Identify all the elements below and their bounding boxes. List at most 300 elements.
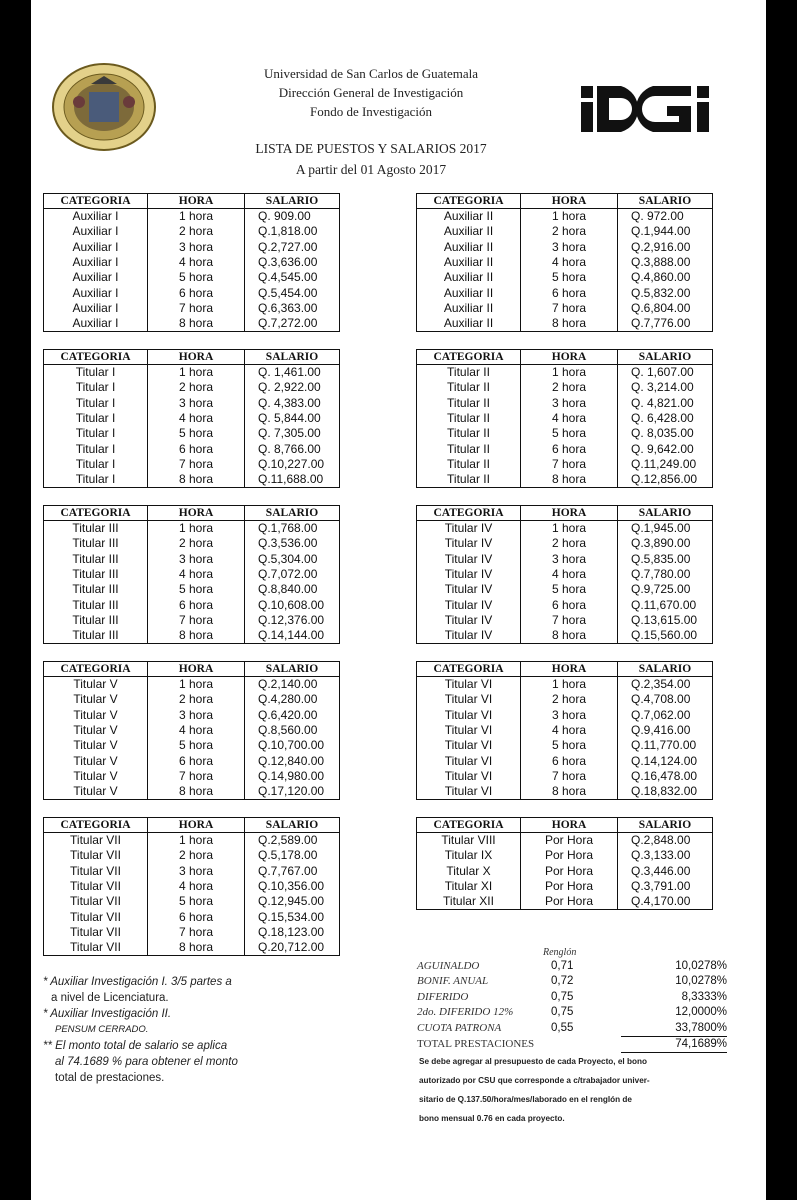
cell-categoria: Titular I [44,396,148,411]
cell-salario: Q.7,072.00 [245,567,340,582]
cell-hora: 3 hora [148,552,245,567]
prest-percent: 10,0278% [675,975,727,988]
cell-categoria: Titular IV [417,597,521,612]
col-header-categoria: CATEGORIA [417,506,521,521]
table-row [417,582,713,597]
cell-salario: Q.2,848.00 [618,833,713,849]
subtitle-line: A partir del 01 Agosto 2017 [295,162,447,177]
cell-salario: Q.11,770.00 [618,738,713,753]
cell-hora: 6 hora [521,753,618,768]
note-monto-2: al 74.1689 % para obtener el monto [55,1056,238,1068]
cell-categoria: Titular I [44,380,148,395]
cell-categoria: Titular V [44,692,148,707]
col-header-hora: HORA [521,506,618,521]
table-row [44,567,340,582]
cell-categoria: Titular VI [417,692,521,707]
cell-salario: Q. 6,428.00 [618,411,713,426]
note-auxiliar-1: * Auxiliar Investigación I. 3/5 partes a [43,976,232,988]
prest-percent: 8,3333% [681,990,727,1003]
cell-salario: Q.14,124.00 [618,753,713,768]
table-row [417,472,713,488]
note-pensum: PENSUM CERRADO. [55,1024,149,1035]
cell-salario: Q.1,945.00 [618,521,713,537]
cell-hora: 7 hora [521,457,618,472]
cell-hora: 3 hora [148,240,245,255]
cell-hora: 6 hora [521,441,618,456]
cell-salario: Q.7,776.00 [618,316,713,332]
cell-salario: Q.2,916.00 [618,240,713,255]
table-row [44,738,340,753]
table-row [417,270,713,285]
table-row [44,411,340,426]
prest-renglon: 0,75 [551,990,574,1003]
cell-salario: Q.7,767.00 [245,864,340,879]
cell-salario: Q.10,700.00 [245,738,340,753]
table-row [44,784,340,800]
cell-salario: Q.11,670.00 [618,597,713,612]
table-row [44,552,340,567]
prest-percent: 33,7800% [675,1021,727,1034]
cell-hora: 6 hora [521,285,618,300]
cell-hora: 5 hora [521,738,618,753]
cell-categoria: Titular I [44,365,148,381]
header-line-1: Universidad de San Carlos de Guatemala [263,66,479,81]
table-row [417,224,713,239]
table-row [44,708,340,723]
cell-salario: Q.4,860.00 [618,270,713,285]
salary-table [43,193,340,332]
table-row [44,864,340,879]
cell-categoria: Titular II [417,426,521,441]
cell-categoria: Titular II [417,380,521,395]
cell-salario: Q.11,249.00 [618,457,713,472]
col-header-salario: SALARIO [245,662,340,677]
cell-categoria: Titular V [44,753,148,768]
bono-line-2: autorizado por CSU que corresponde a c/trabajador univer- [419,1076,650,1085]
cell-salario: Q.3,536.00 [245,536,340,551]
salary-table [43,505,340,644]
cell-salario: Q.1,944.00 [618,224,713,239]
table-row [417,380,713,395]
bono-note [419,1052,669,1128]
col-header-categoria: CATEGORIA [417,350,521,365]
cell-hora: 5 hora [148,426,245,441]
table-row [417,677,713,693]
cell-categoria: Titular IV [417,582,521,597]
col-header-hora: HORA [148,506,245,521]
bono-line-3: sitario de Q.137.50/hora/mes/laborado en el renglón de [419,1095,632,1104]
cell-salario: Q.4,545.00 [245,270,340,285]
salary-table [43,817,340,956]
cell-salario: Q.20,712.00 [245,940,340,956]
table-row [417,396,713,411]
cell-hora: Por Hora [521,848,618,863]
cell-categoria: Auxiliar I [44,301,148,316]
cell-salario: Q. 8,766.00 [245,441,340,456]
cell-hora: Por Hora [521,864,618,879]
table-row [417,597,713,612]
table-row [44,879,340,894]
cell-categoria: Auxiliar II [417,209,521,225]
cell-salario: Q.7,272.00 [245,316,340,332]
table-row [417,1020,727,1036]
header-line-2: Dirección General de Investigación [278,85,464,100]
cell-hora: 5 hora [148,894,245,909]
cell-salario: Q. 1,607.00 [618,365,713,381]
cell-categoria: Titular VI [417,708,521,723]
col-header-salario: SALARIO [618,350,713,365]
cell-hora: 7 hora [148,613,245,628]
cell-categoria: Auxiliar II [417,240,521,255]
cell-hora: 8 hora [521,784,618,800]
col-header-hora: HORA [521,194,618,209]
cell-categoria: Titular IV [417,567,521,582]
col-header-categoria: CATEGORIA [44,506,148,521]
col-header-categoria: CATEGORIA [44,662,148,677]
cell-categoria: Titular III [44,613,148,628]
cell-salario: Q. 972.00 [618,209,713,225]
usac-seal-icon [51,62,157,152]
prest-label: AGUINALDO [417,959,480,972]
cell-hora: 5 hora [521,582,618,597]
prest-label: 2do. DIFERIDO 12% [417,1006,514,1019]
salary-table [416,817,713,910]
cell-salario: Q.10,356.00 [245,879,340,894]
cell-categoria: Titular III [44,536,148,551]
cell-hora: 3 hora [148,708,245,723]
note-monto-1: ** El monto total de salario se aplica [43,1040,228,1052]
col-header-hora: HORA [148,194,245,209]
table-row [44,380,340,395]
cell-hora: 8 hora [148,628,245,644]
cell-salario: Q. 5,844.00 [245,411,340,426]
cell-salario: Q.13,615.00 [618,613,713,628]
table-row [417,567,713,582]
cell-categoria: Auxiliar I [44,316,148,332]
cell-categoria: Titular VII [44,848,148,863]
cell-salario: Q.6,420.00 [245,708,340,723]
prest-label: BONIF. ANUAL [417,975,489,988]
total-value: 74,1689% [621,1036,727,1053]
table-row [417,255,713,270]
cell-categoria: Titular III [44,628,148,644]
cell-categoria: Auxiliar I [44,285,148,300]
table-row [44,426,340,441]
cell-hora: 4 hora [521,723,618,738]
note-auxiliar-1b: a nivel de Licenciatura. [51,992,169,1004]
table-row [417,753,713,768]
bono-line-4: bono mensual 0.76 en cada proyecto. [419,1114,565,1123]
table-row [44,597,340,612]
col-header-salario: SALARIO [245,506,340,521]
cell-hora: 4 hora [148,879,245,894]
prest-renglon: 0,71 [551,959,574,972]
cell-hora: 2 hora [148,380,245,395]
cell-salario: Q. 2,922.00 [245,380,340,395]
note-monto-3: total de prestaciones. [55,1072,165,1084]
cell-hora: 1 hora [148,521,245,537]
col-header-salario: SALARIO [245,818,340,833]
cell-salario: Q. 4,821.00 [618,396,713,411]
cell-salario: Q.15,560.00 [618,628,713,644]
cell-salario: Q. 7,305.00 [245,426,340,441]
cell-categoria: Titular II [417,365,521,381]
cell-salario: Q.11,688.00 [245,472,340,488]
cell-salario: Q.9,416.00 [618,723,713,738]
cell-hora: 1 hora [521,521,618,537]
cell-categoria: Titular IV [417,536,521,551]
table-row [44,677,340,693]
cell-hora: Por Hora [521,833,618,849]
cell-salario: Q. 4,383.00 [245,396,340,411]
cell-hora: 2 hora [521,224,618,239]
col-header-categoria: CATEGORIA [417,662,521,677]
cell-salario: Q.5,304.00 [245,552,340,567]
cell-salario: Q.12,856.00 [618,472,713,488]
cell-hora: 1 hora [148,833,245,849]
cell-categoria: Titular II [417,457,521,472]
table-row [417,784,713,800]
table-row [44,472,340,488]
cell-categoria: Titular X [417,864,521,879]
cell-salario: Q.3,446.00 [618,864,713,879]
cell-hora: 1 hora [521,209,618,225]
cell-categoria: Titular VI [417,723,521,738]
prest-renglon: 0,75 [551,1006,574,1019]
cell-salario: Q.3,791.00 [618,879,713,894]
col-header-hora: HORA [521,818,618,833]
cell-categoria: Titular V [44,723,148,738]
col-header-categoria: CATEGORIA [44,818,148,833]
table-row [44,753,340,768]
table-row [44,255,340,270]
cell-hora: 7 hora [148,457,245,472]
cell-salario: Q.7,780.00 [618,567,713,582]
cell-categoria: Titular VII [44,909,148,924]
cell-salario: Q.3,636.00 [245,255,340,270]
cell-hora: 5 hora [148,582,245,597]
cell-salario: Q.5,832.00 [618,285,713,300]
cell-salario: Q.1,768.00 [245,521,340,537]
cell-salario: Q.18,832.00 [618,784,713,800]
col-header-categoria: CATEGORIA [417,194,521,209]
cell-categoria: Titular XI [417,879,521,894]
table-row [417,738,713,753]
cell-hora: 1 hora [148,677,245,693]
cell-salario: Q. 3,214.00 [618,380,713,395]
cell-salario: Q.14,980.00 [245,769,340,784]
cell-hora: 2 hora [148,692,245,707]
cell-hora: 1 hora [148,209,245,225]
cell-salario: Q.4,280.00 [245,692,340,707]
salary-table [416,661,713,800]
cell-categoria: Auxiliar I [44,270,148,285]
col-header-salario: SALARIO [618,662,713,677]
table-row [44,521,340,537]
cell-salario: Q.9,725.00 [618,582,713,597]
cell-categoria: Titular V [44,708,148,723]
col-header-salario: SALARIO [618,506,713,521]
cell-salario: Q.4,708.00 [618,692,713,707]
table-row [44,848,340,863]
cell-categoria: Titular II [417,472,521,488]
cell-categoria: Titular VI [417,784,521,800]
table-row [417,316,713,332]
prest-percent: 12,0000% [675,1006,727,1019]
table-row [417,894,713,910]
cell-hora: 3 hora [521,708,618,723]
cell-hora: 2 hora [148,224,245,239]
table-row [417,552,713,567]
cell-hora: 8 hora [521,628,618,644]
cell-hora: 4 hora [148,723,245,738]
cell-categoria: Titular III [44,582,148,597]
cell-hora: 8 hora [521,472,618,488]
cell-categoria: Auxiliar II [417,270,521,285]
cell-categoria: Titular XII [417,894,521,910]
cell-categoria: Titular I [44,441,148,456]
cell-salario: Q.5,178.00 [245,848,340,863]
col-header-salario: SALARIO [245,350,340,365]
table-row [44,909,340,924]
col-header-hora: HORA [148,350,245,365]
salary-table [43,349,340,488]
table-row [44,536,340,551]
table-row [417,864,713,879]
table-row [417,240,713,255]
table-row [417,692,713,707]
note-auxiliar-2: * Auxiliar Investigación II. [43,1008,172,1020]
cell-hora: 8 hora [148,784,245,800]
cell-categoria: Auxiliar II [417,316,521,332]
cell-categoria: Titular IX [417,848,521,863]
table-row [417,411,713,426]
cell-salario: Q.10,227.00 [245,457,340,472]
cell-salario: Q.2,140.00 [245,677,340,693]
cell-hora: 7 hora [521,769,618,784]
prest-percent: 10,0278% [675,959,727,972]
cell-salario: Q. 909.00 [245,209,340,225]
table-row [417,457,713,472]
cell-categoria: Titular V [44,738,148,753]
cell-categoria: Auxiliar I [44,224,148,239]
cell-hora: 4 hora [148,255,245,270]
cell-hora: 2 hora [521,536,618,551]
cell-categoria: Auxiliar II [417,301,521,316]
cell-hora: 8 hora [148,472,245,488]
prest-renglon: 0,55 [551,1022,574,1034]
cell-categoria: Auxiliar I [44,255,148,270]
table-row [44,240,340,255]
table-row [44,396,340,411]
prestaciones-table [417,958,727,1053]
col-header-hora: HORA [148,662,245,677]
total-row [417,1036,727,1053]
table-row [417,628,713,644]
salary-table [43,661,340,800]
table-row [44,441,340,456]
col-header-categoria: CATEGORIA [417,818,521,833]
salary-table [416,349,713,488]
table-row [44,457,340,472]
cell-categoria: Titular VII [44,925,148,940]
table-row [44,723,340,738]
cell-salario: Q.15,534.00 [245,909,340,924]
table-row [417,301,713,316]
cell-hora: 4 hora [521,411,618,426]
cell-hora: 6 hora [148,285,245,300]
cell-hora: 3 hora [521,396,618,411]
cell-categoria: Titular IV [417,552,521,567]
table-row [417,536,713,551]
cell-categoria: Titular I [44,472,148,488]
table-row [417,833,713,849]
cell-categoria: Titular VI [417,738,521,753]
cell-salario: Q.5,835.00 [618,552,713,567]
cell-salario: Q.4,170.00 [618,894,713,910]
cell-salario: Q.10,608.00 [245,597,340,612]
cell-hora: Por Hora [521,879,618,894]
cell-hora: 5 hora [148,738,245,753]
cell-salario: Q.2,727.00 [245,240,340,255]
cell-salario: Q.7,062.00 [618,708,713,723]
cell-categoria: Titular III [44,521,148,537]
col-header-categoria: CATEGORIA [44,194,148,209]
header-line-3: Fondo de Investigación [309,104,433,119]
cell-hora: 6 hora [148,441,245,456]
cell-categoria: Titular II [417,441,521,456]
cell-categoria: Titular IV [417,613,521,628]
cell-hora: 7 hora [521,613,618,628]
table-row [417,989,727,1005]
cell-categoria: Titular VII [44,894,148,909]
table-row [417,1005,727,1021]
cell-hora: 7 hora [148,769,245,784]
cell-hora: 8 hora [521,316,618,332]
table-row [44,769,340,784]
cell-categoria: Titular VII [44,940,148,956]
total-label: TOTAL PRESTACIONES [417,1038,535,1051]
col-header-salario: SALARIO [618,818,713,833]
table-row [44,582,340,597]
cell-categoria: Titular VIII [417,833,521,849]
table-row [417,708,713,723]
table-row [44,209,340,225]
cell-hora: 2 hora [521,380,618,395]
dgi-logo [581,78,731,138]
prest-renglon: 0,72 [551,975,574,988]
table-row [44,224,340,239]
cell-hora: 8 hora [148,940,245,956]
cell-categoria: Titular I [44,457,148,472]
cell-categoria: Titular II [417,411,521,426]
cell-categoria: Titular VI [417,677,521,693]
table-row [417,365,713,381]
table-row [44,285,340,300]
cell-categoria: Titular VII [44,879,148,894]
cell-hora: 6 hora [148,909,245,924]
cell-salario: Q.6,363.00 [245,301,340,316]
cell-hora: 3 hora [521,552,618,567]
document-page [31,0,766,1200]
cell-salario: Q.17,120.00 [245,784,340,800]
cell-salario: Q.3,133.00 [618,848,713,863]
cell-salario: Q.8,560.00 [245,723,340,738]
table-row [417,723,713,738]
cell-salario: Q. 8,035.00 [618,426,713,441]
cell-categoria: Titular V [44,677,148,693]
cell-hora: 5 hora [521,426,618,441]
